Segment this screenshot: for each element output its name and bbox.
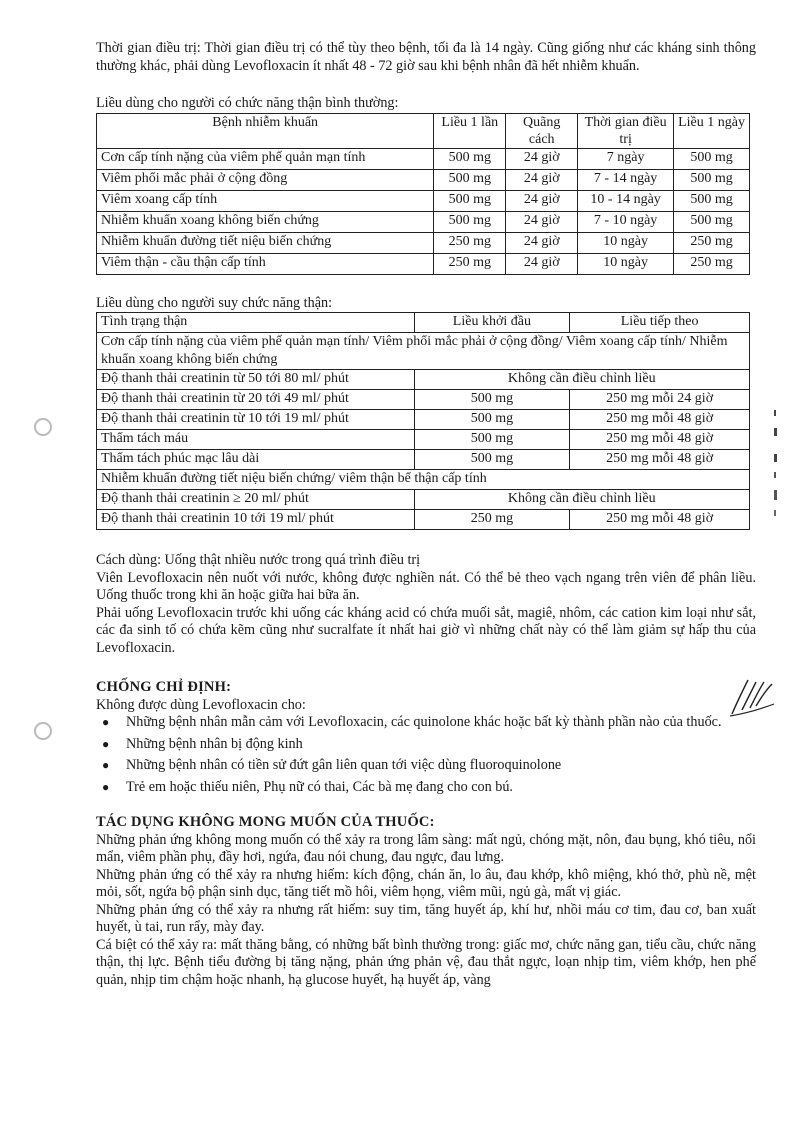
treatment-duration-paragraph: Thời gian điều trị: Thời gian điều trị có thể tùy theo bệnh, tối đa là 14 ngày. Cũng giống như các kháng sinh thông thường khác, phải dùng Levofloxacin ít nhất 48 - 72 giờ sau khi bệnh nhân đã hết nhiễm khuẩn.	[96, 40, 756, 74]
bullet-icon: ●	[102, 779, 110, 794]
list-item-text: Những bệnh nhân mẫn cảm với Levofloxacin, các quinolone khác hoặc bất kỳ thành phần nào của thuốc.	[126, 714, 722, 730]
table-cell: Không cần điều chỉnh liều	[414, 490, 750, 510]
document-content	[96, 40, 756, 989]
bullet-icon: ●	[102, 715, 110, 729]
table-row	[97, 169, 750, 190]
header-cell: Liều khởi đầu	[414, 313, 570, 333]
table-cell: 500 mg	[674, 190, 750, 211]
table-row	[97, 253, 750, 274]
table-row	[97, 390, 750, 410]
table-cell: 250 mg mỗi 48 giờ	[570, 450, 750, 470]
table-header-row	[97, 113, 750, 148]
table-cell: 500 mg	[674, 148, 750, 169]
adverse-effects-heading: TÁC DỤNG KHÔNG MONG MUỐN CỦA THUỐC:	[96, 814, 435, 830]
table-cell: 24 giờ	[506, 211, 578, 232]
table-cell: 250 mg mỗi 24 giờ	[570, 390, 750, 410]
table-cell: 500 mg	[414, 410, 570, 430]
table-row	[97, 430, 750, 450]
table-cell: Không cần điều chỉnh liều	[414, 370, 750, 390]
table-cell: 500 mg	[414, 430, 570, 450]
contraindications-heading: CHỐNG CHỈ ĐỊNH:	[96, 679, 232, 695]
table-cell: 10 - 14 ngày	[578, 190, 674, 211]
table-cell: 10 ngày	[578, 232, 674, 253]
list-item	[96, 757, 756, 775]
adverse-paragraph-4: Cá biệt có thể xảy ra: mất thăng bằng, có những bất bình thường trong: giấc mơ, chức năng gan, tiểu cầu, chức năng thận, thị lực. Bệnh tiểu đường bị tăng nặng, phản ứng phản vệ, đau thắt ngực, loạn nhịp tim, viêm khớp, hen phế quản, nhịp tim chậm hoặc nhanh, hạ glucose huyết, hạ huyết áp, vàng	[96, 936, 756, 988]
table-cell: Độ thanh thải creatinin từ 50 tới 80 ml/ phút	[97, 370, 415, 390]
adverse-paragraph-1: Những phản ứng không mong muốn có thể xảy ra trong lâm sàng: mất ngủ, chóng mặt, nôn, đau bụng, khó tiêu, nổi mẩn, viêm phần phụ, đầy hơi, ngứa, đau nói chung, đau ngực, đau lưng.	[96, 831, 756, 865]
contraindications-list	[96, 714, 756, 796]
header-cell: Liều 1 ngày	[674, 113, 750, 148]
table-cell: 7 - 14 ngày	[578, 169, 674, 190]
adverse-paragraph-2: Những phản ứng có thể xảy ra nhưng hiếm: kích động, chán ăn, lo âu, đau khớp, khô miệng, khó thở, phù nề, mệt mỏi, sốt, ngứa bộ phận sinh dục, tăng tiết mồ hôi, viêm họng, viêm mũi, ngủ gà, mất vị giác.	[96, 866, 756, 900]
table-row	[97, 450, 750, 470]
table-cell: 24 giờ	[506, 253, 578, 274]
table-cell: Nhiễm khuẩn đường tiết niệu biến chứng	[97, 232, 434, 253]
table-cell: Viêm thận - cầu thận cấp tính	[97, 253, 434, 274]
table-cell: Độ thanh thải creatinin từ 10 tới 19 ml/ phút	[97, 410, 415, 430]
table-cell: 500 mg	[434, 211, 506, 232]
bullet-icon: ●	[102, 758, 110, 772]
list-item	[96, 779, 756, 797]
table-cell: 24 giờ	[506, 232, 578, 253]
table-cell: 250 mg	[674, 253, 750, 274]
table-cell: 500 mg	[674, 211, 750, 232]
table-cell: 500 mg	[674, 169, 750, 190]
table-row	[97, 148, 750, 169]
table-cell: Độ thanh thải creatinin 10 tới 19 ml/ phút	[97, 510, 415, 530]
adverse-paragraph-3: Những phản ứng có thể xảy ra nhưng rất hiếm: suy tim, tăng huyết áp, khí hư, nhồi máu cơ tim, đau cơ, ban xuất huyết, ù tai, run rẩy, mày đay.	[96, 901, 756, 935]
header-cell: Thời gian điều trị	[578, 113, 674, 148]
table-cell: Thẩm tách máu	[97, 430, 415, 450]
list-item	[96, 714, 756, 732]
edge-scan-marks	[770, 410, 782, 520]
table-cell: 7 ngày	[578, 148, 674, 169]
list-item	[96, 736, 756, 754]
table-cell: 10 ngày	[578, 253, 674, 274]
group-label: Cơn cấp tính nặng của viêm phế quản mạn tính/ Viêm phổi mắc phải ở cộng đồng/ Viêm xoang cấp tính/ Nhiễm khuẩn xoang không biến chứng	[97, 333, 750, 370]
usage-line-2: Viên Levofloxacin nên nuốt với nước, không được nghiền nát. Có thể bẻ theo vạch ngang trên viên để phân liều. Uống thuốc trong khi ăn hoặc giữa hai bữa ăn.	[96, 569, 756, 603]
table-cell: 500 mg	[434, 190, 506, 211]
table-cell: 24 giờ	[506, 148, 578, 169]
table-cell: 500 mg	[414, 450, 570, 470]
table-cell: 250 mg	[674, 232, 750, 253]
table-row	[97, 490, 750, 510]
header-cell: Liều tiếp theo	[570, 313, 750, 333]
header-cell: Tình trạng thận	[97, 313, 415, 333]
table-cell: Độ thanh thải creatinin ≥ 20 ml/ phút	[97, 490, 415, 510]
table-cell: 250 mg mỗi 48 giờ	[570, 510, 750, 530]
table2-caption: Liều dùng cho người suy chức năng thận:	[96, 294, 333, 311]
group-label: Nhiễm khuẩn đường tiết niệu biến chứng/ viêm thận bể thận cấp tính	[97, 470, 750, 490]
usage-line-3: Phải uống Levofloxacin trước khi uống các kháng acid có chứa muối sắt, magiê, nhôm, các cation kim loại như sắt, các đa sinh tố có chứa kẽm cũng như sucralfate ít nhất hai giờ vì những chất này có thể làm giảm sự hấp thu của Levofloxacin.	[96, 604, 756, 656]
table-cell: 250 mg mỗi 48 giờ	[570, 430, 750, 450]
list-item-text: Trẻ em hoặc thiếu niên, Phụ nữ có thai, Các bà mẹ đang cho con bú.	[126, 778, 513, 795]
table-cell: Độ thanh thải creatinin từ 20 tới 49 ml/ phút	[97, 390, 415, 410]
contraindications-intro: Không được dùng Levofloxacin cho:	[96, 696, 306, 713]
table-cell: Cơn cấp tính nặng của viêm phế quản mạn tính	[97, 148, 434, 169]
table1-caption: Liều dùng cho người có chức năng thận bình thường:	[96, 95, 399, 111]
group-row	[97, 470, 750, 490]
bullet-icon: ●	[102, 736, 110, 751]
table-cell: 24 giờ	[506, 190, 578, 211]
list-item-text: Những bệnh nhân có tiền sử đứt gân liên quan tới việc dùng fluoroquinolone	[126, 757, 562, 773]
group-row	[97, 333, 750, 370]
table-row	[97, 232, 750, 253]
header-cell: Liều 1 lần	[434, 113, 506, 148]
table-cell: 250 mg	[434, 253, 506, 274]
header-cell: Bệnh nhiễm khuẩn	[97, 113, 434, 148]
table-cell: 500 mg	[414, 390, 570, 410]
punch-hole-top	[34, 418, 52, 436]
table-cell: Nhiễm khuẩn xoang không biến chứng	[97, 211, 434, 232]
table-row	[97, 370, 750, 390]
header-cell: Quãng cách	[506, 113, 578, 148]
table-cell: Viêm xoang cấp tính	[97, 190, 434, 211]
table-row	[97, 190, 750, 211]
table-cell: 500 mg	[434, 148, 506, 169]
table-cell: 250 mg mỗi 48 giờ	[570, 410, 750, 430]
table-cell: 24 giờ	[506, 169, 578, 190]
list-item-text: Những bệnh nhân bị động kinh	[126, 735, 303, 752]
table-row	[97, 410, 750, 430]
table-cell: 250 mg	[434, 232, 506, 253]
table-row	[97, 510, 750, 530]
table-row	[97, 211, 750, 232]
table-header-row	[97, 313, 750, 333]
table-cell: 250 mg	[414, 510, 570, 530]
punch-hole-bottom	[34, 722, 52, 740]
table-cell: Thẩm tách phúc mạc lâu dài	[97, 450, 415, 470]
normal-renal-dosage-table	[96, 113, 750, 275]
table-cell: 500 mg	[434, 169, 506, 190]
usage-line-1: Cách dùng: Uống thật nhiều nước trong quá trình điều trị	[96, 552, 421, 568]
table-cell: Viêm phổi mắc phải ở cộng đồng	[97, 169, 434, 190]
renal-impairment-dosage-table	[96, 312, 750, 530]
table-cell: 7 - 10 ngày	[578, 211, 674, 232]
